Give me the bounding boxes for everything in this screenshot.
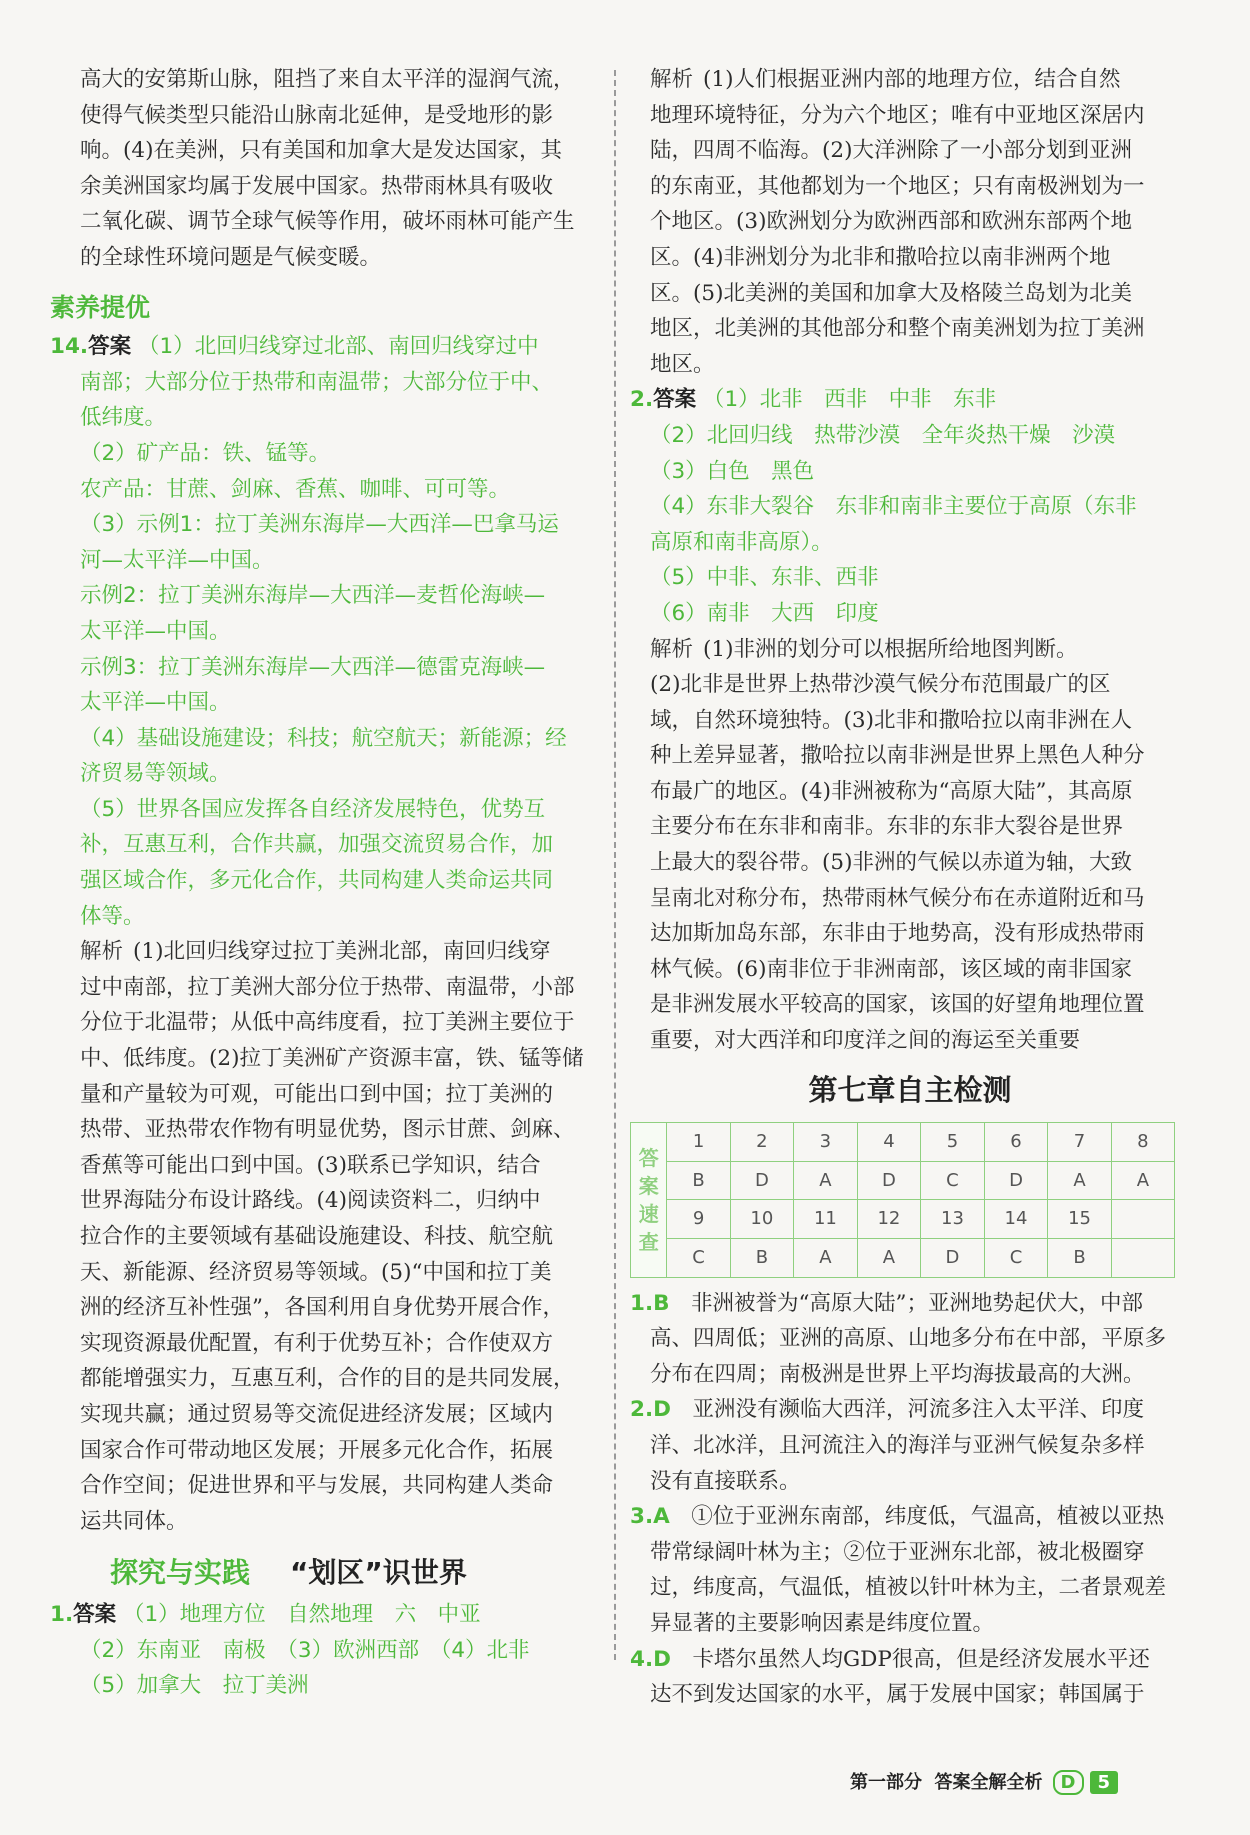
section-title-practice: 探究与实践 “划区”识世界 xyxy=(110,1556,467,1590)
right-column xyxy=(630,62,1170,1713)
q1-analysis: 解析 (1)人们根据亚洲内部的地理方位，结合自然 地理环境特征，分为六个地区；唯有中亚地区深居内 陆，四周不临海。(2)大洋洲除了一小部分划到亚洲 的东南亚，其他都划为一个地区；只有南极洲划为一 个地区。(3)欧洲划分为欧洲西部和欧洲东部两个地 区。(4)非洲划分为北非和撒哈拉以南非洲两个地 区。(5)北美洲的美国和加拿大及格陵兰岛划为北美 地区，北美洲的其他部分和整个南美洲划为拉丁美洲 地区。 xyxy=(650,67,1145,377)
mc-item: 4.D 卡塔尔虽然人均GDP很高，但是经济发展水平还 达不到发达国家的水平，属于发展中国家；韩国属于 xyxy=(630,1646,1150,1708)
answer-label: 答案 xyxy=(88,334,132,360)
intro-text: 高大的安第斯山脉，阻挡了来自太平洋的湿润气流， 使得气候类型只能沿山脉南北延伸，是受地形的影 响。(4)在美洲，只有美国和加拿大是发达国家，其 余美洲国家均属于发展中国家。热带雨林具有吸收 二氧化碳、调节全球气候等作用，破坏雨林可能产生 的全球性环境问题是气候变暖。 xyxy=(80,67,575,270)
q14-number: 14. xyxy=(50,334,89,360)
section-heading-suyang: 素养提优 xyxy=(50,292,151,322)
page-number: 5 xyxy=(1090,1771,1119,1794)
mc-explanations xyxy=(630,1286,1170,1713)
answer-table-side-label: 答案速查 xyxy=(631,1123,667,1277)
left-column xyxy=(50,62,590,1704)
chapter-title: 第七章自主检测 xyxy=(808,1072,1012,1107)
mc-item: 3.A ①位于亚洲东南部，纬度低，气温高，植被以亚热 带常绿阔叶林为主；②位于亚洲东北部，被北极圈穿 过，纬度高，气温低，植被以针叶林为主，二者景观差 异显著的主要影响因素是纬度位置。 xyxy=(630,1504,1167,1636)
mc-item: 2.D 亚洲没有濒临大西洋，河流多注入太平洋、印度 洋、北冰洋，且河流注入的海洋与亚洲气候复杂多样 没有直接联系。 xyxy=(630,1397,1145,1494)
q2-analysis: 解析 (1)非洲的划分可以根据所给地图判断。 (2)北非是世界上热带沙漠气候分布范围最广的区 域，自然环境独特。(3)北非和撒哈拉以南非洲在人 种上差异显著，撒哈拉以南非洲是世界上黑色人种分 布最广的地区。(4)非洲被称为“高原大陆”，其高原 主要分布在东非和南非。东非的东非大裂谷是世界 上最大的裂谷带。(5)非洲的气候以赤道为轴，大致 呈南北对称分布，热带雨林气候分布在赤道附近和马 达加斯加岛东部，东非由于地势高，没有形成热带雨 林气候。(6)南非位于非洲南部，该区域的南非国家 是非洲发展水平较高的国家，该国的好望角地理位置 重要，对大西洋和印度洋之间的海运至关重要 xyxy=(650,636,1145,1054)
footer-d-badge: D xyxy=(1053,1770,1084,1795)
page-footer xyxy=(850,1768,1118,1795)
footer-part: 第一部分 xyxy=(850,1772,922,1793)
q14-analysis: 解析 (1)北回归线穿过拉丁美洲北部，南回归线穿 过中南部，拉丁美洲大部分位于热带、南温带，小部 分位于北温带；从低中高纬度看，拉丁美洲主要位于 中、低纬度。(2)拉丁美洲矿产资源丰富，铁、锰等储 量和产量较为可观，可能出口到中国；拉丁美洲的 热带、亚热带农作物有明显优势，图示甘蔗、剑麻、 香蕉等可能出口到中国。(3)联系已学知识，结合 世界海陆分布设计路线。(4)阅读资料二，归纳中 拉合作的主要领域有基础设施建设、科技、航空航 天、新能源、经济贸易等领域。(5)“中国和拉丁美 洲的经济互补性强”，各国利用自身优势开展合作， 实现资源最优配置，有利于优势互补；合作使双方 都能增强实力，互惠互利，合作的目的是共同发展， 实现共赢；通过贸易等交流促进经济发展；区域内 国家合作可带动地区发展；开展多元化合作，拓展 合作空间；促进世界和平与发展，共同构建人类命 运共同体。 xyxy=(80,939,584,1534)
q2-answer: 2.答案 （1）北非 西非 中非 东非 （2）北回归线 热带沙漠 全年炎热干燥 沙漠 （3）白色 黑色 （4）东非大裂谷 东非和南非主要位于高原（东非 高原和南非高原）。 （5）中非、东非、西非 （6）南非 大西 印度 xyxy=(630,387,1137,626)
q1-answer: 1.答案 （1）地理方位 自然地理 六 中亚 （2）东南亚 南极 （3）欧洲西部 （4）北非 （5）加拿大 拉丁美洲 xyxy=(50,1601,530,1699)
q14-answer: 14.答案 （1）北回归线穿过北部、南回归线穿过中 南部；大部分位于热带和南温带；大部分位于中、 低纬度。 （2）矿产品：铁、锰等。 农产品：甘蔗、剑麻、香蕉、咖啡、可可等。 （3）示例1：拉丁美洲东海岸—大西洋—巴拿马运 河—太平洋—中国。 示例2：拉丁美洲东海岸—大西洋—麦哲伦海峡— 太平洋—中国。 示例3：拉丁美洲东海岸—大西洋—德雷克海峡— 太平洋—中国。 （4）基础设施建设；科技；航空航天；新能源；经 济贸易等领域。 （5）世界各国应发挥各自经济发展特色，优势互 补，互惠互利，合作共赢，加强交流贸易合作，加 强区域合作，多元化合作，共同构建人类命运共同 体等。 xyxy=(50,334,567,929)
answer-quick-table: 答案速查 1 2 3 4 5 6 7 8 B D A D C D A A 9 10 11 12 13 14 15 C B A A D C B xyxy=(630,1122,1175,1277)
analysis-label: 解析 xyxy=(80,939,124,965)
column-divider xyxy=(614,70,616,1660)
mc-item: 1.B 非洲被誉为“高原大陆”；亚洲地势起伏大，中部 高、四周低；亚洲的高原、山地多分布在中部，平原多 分布在四周；南极洲是世界上平均海拔最高的大洲。 xyxy=(630,1290,1167,1387)
footer-title: 答案全解全析 xyxy=(934,1772,1043,1793)
